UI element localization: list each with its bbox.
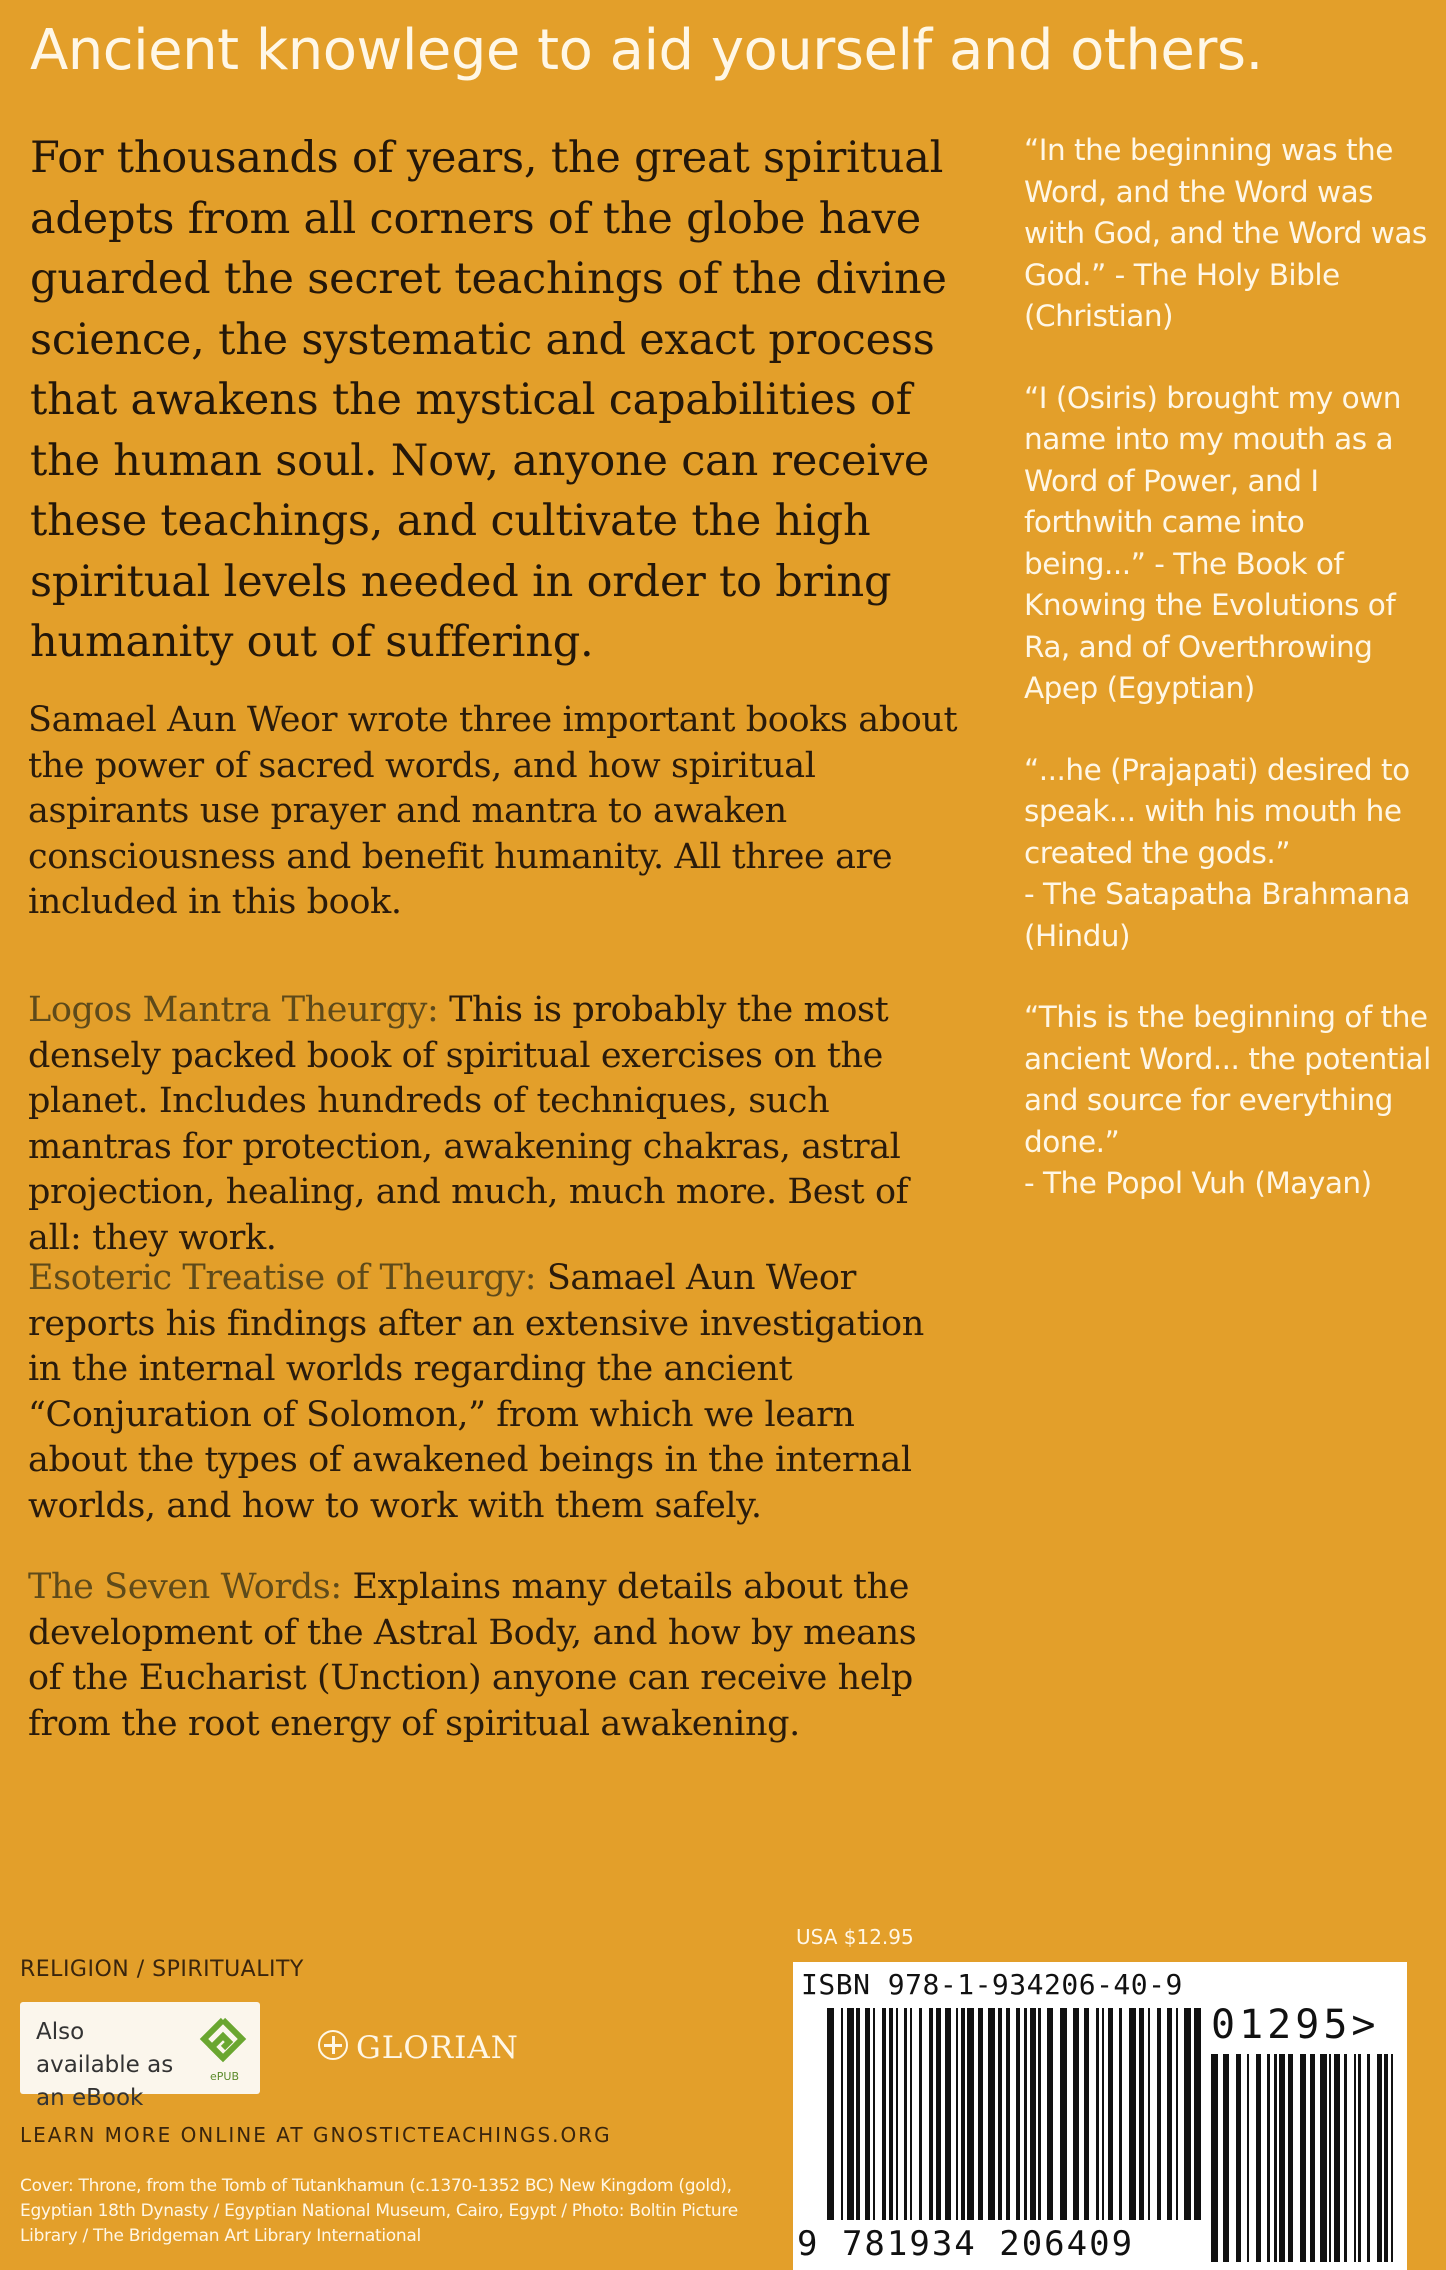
- barcode-bar: [1274, 2054, 1277, 2262]
- barcode-bar: [1384, 2054, 1388, 2262]
- isbn: ISBN 978-1-934206-40-9: [801, 1968, 1183, 2001]
- glorian-mark-icon: [318, 2030, 348, 2060]
- barcode-bar: [1016, 2008, 1020, 2220]
- barcode-bar: [1129, 2008, 1136, 2220]
- book-text: Explains many details about the development of the Astral Body, and how by means of the Eucharist (Unction) anyone can receive help from the root energy of spiritual awakening.: [28, 1567, 917, 1744]
- barcode-bar: [873, 2008, 875, 2220]
- barcode: [793, 1962, 1407, 2270]
- barcode-bar: [1329, 2054, 1331, 2262]
- barcode-bar: [1247, 2054, 1249, 2262]
- barcode-bar: [1334, 2054, 1340, 2262]
- barcode-bar: [841, 2008, 843, 2220]
- barcode-bar: [956, 2008, 958, 2220]
- barcode-bar: [1391, 2054, 1393, 2262]
- barcode-bar: [1377, 2054, 1382, 2262]
- barcode-bar: [961, 2008, 965, 2220]
- book-description-1: [28, 988, 958, 1261]
- barcode-bar: [1310, 2054, 1315, 2262]
- barcode-bar: [1300, 2054, 1306, 2262]
- barcode-bar: [929, 2008, 933, 2220]
- barcode-bar: [1038, 2008, 1041, 2220]
- barcode-bar: [865, 2008, 870, 2220]
- lead-paragraph: For thousands of years, the great spiritual adepts from all corners of the globe have guarded the secret teachings of the divine science, the systematic and exact process that awakens the mystical capabilities of the human soul. Now, anyone can receive these teachings, and cultivate the high spiritual levels needed in order to bring humanity out of suffering.: [30, 133, 947, 667]
- barcode-bar: [1288, 2054, 1293, 2262]
- barcode-bar: [1157, 2008, 1161, 2220]
- barcode-bar: [1096, 2008, 1099, 2220]
- barcode-bar: [988, 2008, 995, 2220]
- ebook-badge: [20, 2002, 260, 2111]
- book-title: Logos Mantra Theurgy:: [28, 990, 439, 1030]
- quotes-column: [1024, 130, 1434, 1245]
- barcode-bar: [1006, 2008, 1010, 2220]
- barcode-bar: [1236, 2054, 1241, 2262]
- ebook-text: Also available as an eBook: [36, 2019, 174, 2111]
- barcode-bar: [889, 2008, 893, 2220]
- barcode-bar: [1354, 2054, 1356, 2262]
- barcode-bar: [1256, 2054, 1261, 2262]
- barcode-bar: [904, 2008, 907, 2220]
- barcode-bar: [827, 2008, 834, 2220]
- barcode-bar: [919, 2008, 922, 2220]
- price: USA $12.95: [796, 1925, 914, 1949]
- barcode-bar: [1047, 2008, 1053, 2220]
- barcode-bar: [1267, 2054, 1270, 2262]
- barcode-bar: [1167, 2008, 1172, 2220]
- book-title: The Seven Words:: [28, 1567, 342, 1607]
- publisher-logo: [318, 2030, 519, 2066]
- epub-label: ePUB: [210, 2070, 239, 2083]
- barcode-bar: [1073, 2008, 1079, 2220]
- barcode-bar: [896, 2008, 898, 2220]
- barcode-bar: [1102, 2008, 1104, 2220]
- barcode-bar: [1184, 2008, 1191, 2220]
- barcode-bar: [998, 2008, 1002, 2220]
- barcode-bar: [936, 2008, 941, 2220]
- headline: Ancient knowlege to aid yourself and others.: [30, 18, 1263, 83]
- barcode-bar: [910, 2008, 912, 2220]
- barcode-bar: [882, 2008, 886, 2220]
- book-description-3: [28, 1565, 958, 1747]
- category-label: RELIGION / SPIRITUALITY: [20, 1957, 304, 1982]
- price-code: 01295>: [1211, 2002, 1380, 2048]
- quote: “...he (Prajapati) desired to speak... with his mouth he created the gods.” - The Satapatha Brahmana (Hindu): [1024, 752, 1410, 953]
- barcode-bar: [1139, 2008, 1144, 2220]
- barcode-bar: [1358, 2054, 1361, 2262]
- barcode-bar: [1211, 2054, 1218, 2262]
- ean-digits: 9 781934 206409: [797, 2224, 1135, 2264]
- barcode-bar: [967, 2008, 974, 2220]
- barcode-bar: [1148, 2008, 1150, 2220]
- barcode-bar: [856, 2008, 860, 2220]
- quote: “I (Osiris) brought my own name into my mouth as a Word of Power, and I forthwith came into being...” - The Book of Knowing the Evolutions of Ra, and of Overthrowing Apep (Egyptian): [1024, 380, 1401, 705]
- book-title: Esoteric Treatise of Theurgy:: [28, 1258, 537, 1298]
- barcode-bar: [1060, 2008, 1067, 2220]
- cover-credit: Cover: Throne, from the Tomb of Tutankhamun (c.1370-1352 BC) New Kingdom (gold), Egyptian 18th Dynasty / Egyptian National Museum, Cairo, Egypt / Photo: Boltin Picture Library / The Bridgeman Art Library International: [20, 2176, 738, 2246]
- barcode-bar: [1223, 2054, 1229, 2262]
- learn-more: LEARN MORE ONLINE AT GNOSTICTEACHINGS.ORG: [20, 2123, 612, 2147]
- barcode-bar: [1367, 2054, 1370, 2262]
- barcode-bar: [1344, 2054, 1347, 2262]
- barcode-bar: [1279, 2054, 1285, 2262]
- barcode-bar: [1320, 2054, 1327, 2262]
- barcode-bar: [978, 2008, 983, 2220]
- barcode-bar: [1194, 2008, 1201, 2220]
- barcode-bar: [945, 2008, 951, 2220]
- barcode-bar: [1108, 2008, 1113, 2220]
- quote: “In the beginning was the Word, and the Word was with God, and the Word was God.” - The Holy Bible (Christian): [1024, 133, 1427, 333]
- barcode-bar: [1024, 2008, 1027, 2220]
- barcode-bar: [847, 2008, 854, 2220]
- quote: “This is the beginning of the ancient Word... the potential and source for everything done.” - The Popol Vuh (Mayan): [1024, 1000, 1431, 1200]
- book-text: This is probably the most densely packed book of spiritual exercises on the planet. Includes hundreds of techniques, such mantras for protection, awakening chakras, astral projection, healing, and much, much more. Best of all: they work.: [28, 990, 909, 1258]
- publisher-name: GLORIAN: [356, 2030, 519, 2066]
- book-description-2: [28, 1256, 958, 1529]
- barcode-bar: [1176, 2008, 1178, 2220]
- book-text: Samael Aun Weor reports his findings after an extensive investigation in the internal worlds regarding the ancient “Conjuration of Solomon,” from which we learn about the types of awakened beings in the internal worlds, and how to work with them safely.: [28, 1258, 924, 1526]
- intro-paragraph: Samael Aun Weor wrote three important books about the power of sacred words, and how spiritual aspirants use prayer and mantra to awaken consciousness and benefit humanity. All three are included in this book.: [28, 700, 958, 922]
- barcode-bar: [1119, 2008, 1122, 2220]
- barcode-bar: [1084, 2008, 1089, 2220]
- barcode-bar: [1030, 2008, 1036, 2220]
